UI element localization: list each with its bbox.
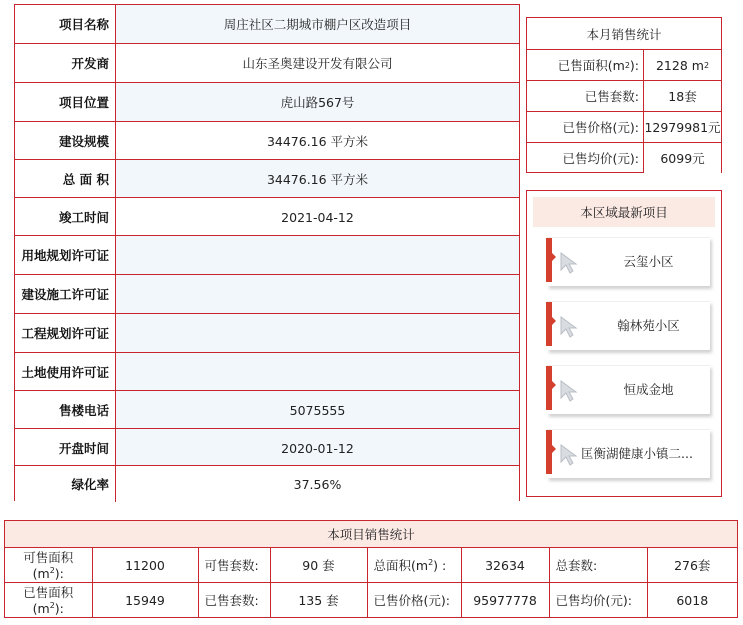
info-row-sales-phone	[15, 390, 519, 429]
info-value	[116, 275, 519, 313]
avail-area-label: 可售面积 $(m^2)$:	[5, 548, 92, 583]
info-value: 2020-01-12	[116, 429, 519, 467]
new-project-name: 翰林苑小区	[617, 318, 680, 333]
sold-avg-value: 6018	[647, 583, 737, 618]
info-label: 土地使用许可证	[15, 353, 116, 391]
info-label: 用地规划许可证	[15, 236, 116, 274]
info-label: 开发商	[15, 44, 116, 82]
info-row-land-planning-permit	[15, 235, 519, 274]
info-value: 37.56%	[116, 466, 519, 502]
avail-area-value: 11200	[92, 548, 198, 583]
new-projects-title: 本区域最新项目	[533, 197, 715, 227]
project-sales-title: 本项目销售统计	[5, 521, 737, 548]
sold-price-label: 已售价格(元):	[367, 583, 461, 618]
info-label: 项目名称	[15, 5, 116, 43]
new-project-name: 恒成金地	[623, 382, 674, 397]
info-value	[116, 236, 519, 274]
cursor-icon	[557, 314, 583, 340]
new-project-link[interactable]	[547, 429, 710, 478]
marker-icon	[546, 366, 552, 410]
monthly-row	[527, 50, 721, 81]
info-row-construction-permit	[15, 274, 519, 313]
new-project-link[interactable]	[547, 301, 710, 350]
info-label: 建设规模	[15, 122, 116, 160]
info-label: 竣工时间	[15, 198, 116, 236]
marker-icon	[546, 430, 552, 474]
info-label: 售楼电话	[15, 391, 116, 429]
new-project-name: 云玺小区	[623, 254, 674, 269]
monthly-sales-panel	[526, 17, 722, 173]
info-label: 开盘时间	[15, 429, 116, 467]
info-value: 34476.16 平方米	[116, 160, 519, 198]
info-row-total-area	[15, 159, 519, 198]
monthly-label: 已售均价(元):	[527, 143, 644, 173]
info-value	[116, 353, 519, 391]
info-row-location	[15, 82, 519, 121]
monthly-row	[527, 143, 721, 173]
info-row-developer	[15, 43, 519, 82]
new-project-link[interactable]	[547, 365, 710, 414]
info-value: 山东圣奥建设开发有限公司	[116, 44, 519, 82]
monthly-value: 6099元	[644, 143, 721, 173]
monthly-value: 12979981元	[644, 112, 721, 142]
info-value: 34476.16 平方米	[116, 122, 519, 160]
info-value: 2021-04-12	[116, 198, 519, 236]
sold-price-value: 95977778	[461, 583, 549, 618]
new-project-link[interactable]	[547, 237, 710, 286]
total-units-label: 总套数:	[549, 548, 647, 583]
table-row	[5, 583, 737, 618]
marker-icon	[546, 238, 552, 282]
info-row-scale	[15, 121, 519, 160]
cursor-icon	[557, 442, 583, 468]
sold-units-value: 135 套	[270, 583, 367, 618]
info-label: 建设施工许可证	[15, 275, 116, 313]
monthly-row	[527, 112, 721, 143]
info-value: 周庄社区二期城市棚户区改造项目	[116, 5, 519, 43]
info-label: 总 面 积	[15, 160, 116, 198]
monthly-label: 已售价格(元):	[527, 112, 644, 142]
info-row-completion	[15, 197, 519, 236]
info-value: 虎山路567号	[116, 83, 519, 121]
new-project-name: 匡衡湖健康小镇二...	[581, 446, 693, 461]
sold-area-label: 已售面积 $(m^2)$:	[5, 583, 92, 618]
monthly-value: 2128 m 2	[644, 50, 721, 80]
info-row-green-rate	[15, 465, 519, 502]
info-row-name	[15, 5, 519, 43]
monthly-row	[527, 81, 721, 112]
info-row-opening	[15, 428, 519, 467]
total-area-label: 总面积$(m^2)$ :	[367, 548, 461, 583]
project-sales-panel	[4, 520, 738, 618]
info-value: 5075555	[116, 391, 519, 429]
sold-area-value: 15949	[92, 583, 198, 618]
cursor-icon	[557, 378, 583, 404]
table-row	[5, 548, 737, 583]
sold-units-label: 已售套数:	[198, 583, 270, 618]
info-row-engineering-permit	[15, 313, 519, 352]
info-label: 项目位置	[15, 83, 116, 121]
project-sales-table	[5, 548, 737, 617]
avail-units-value: 90 套	[270, 548, 367, 583]
monthly-label: 已售套数:	[527, 81, 644, 111]
info-row-land-use-permit	[15, 352, 519, 391]
monthly-value: 18套	[644, 81, 721, 111]
new-projects-panel	[526, 190, 722, 497]
info-label: 工程规划许可证	[15, 314, 116, 352]
project-info-table	[14, 4, 520, 501]
info-value	[116, 314, 519, 352]
info-label: 绿化率	[15, 466, 116, 502]
monthly-label: 已售面积(m 2 ):	[527, 50, 644, 80]
cursor-icon	[557, 250, 583, 276]
total-area-value: 32634	[461, 548, 549, 583]
avail-units-label: 可售套数:	[198, 548, 270, 583]
sold-avg-label: 已售均价(元):	[549, 583, 647, 618]
monthly-sales-title: 本月销售统计	[527, 18, 721, 50]
total-units-value: 276套	[647, 548, 737, 583]
marker-icon	[546, 302, 552, 346]
